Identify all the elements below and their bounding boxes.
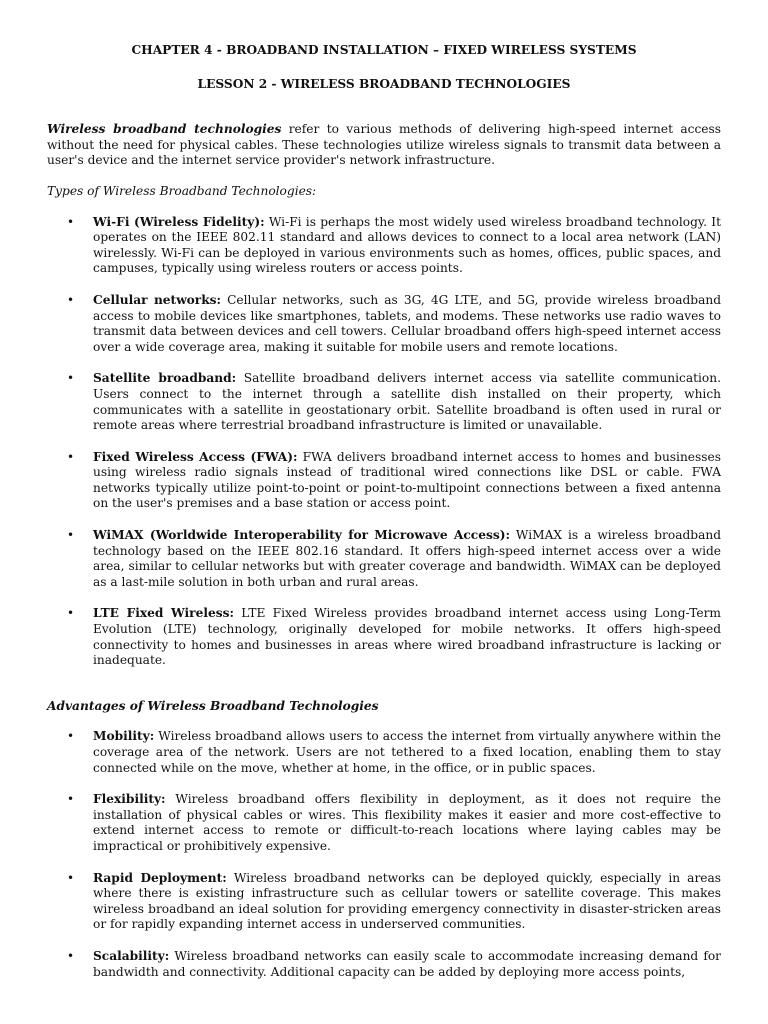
item-term: Rapid Deployment:	[93, 870, 227, 885]
chapter-title: CHAPTER 4 - BROADBAND INSTALLATION – FIXED WIRELESS SYSTEMS	[131, 43, 637, 57]
item-text: Wi-Fi is perhaps the most widely used wireless broadband technology. It operates on the IEEE 802.11 standard and allows devices to connect to a local area network (LAN) wirelessly. Wi-Fi can be deployed in various environments such as homes, offices, public spaces, and campuses, typically using wireless routers or access points.	[93, 214, 722, 276]
intro-paragraph	[47, 122, 721, 169]
list-item	[47, 871, 721, 933]
list-item	[47, 949, 721, 980]
item-term: Fixed Wireless Access (FWA):	[93, 449, 298, 464]
list-item	[47, 528, 721, 590]
bullet-icon: •	[67, 292, 75, 307]
item-text: Wireless broadband offers flexibility in deployment, as it does not require the installation of physical cables or wires. This flexibility makes it easier and more cost-effective to extend internet access to remote or difficult-to-reach locations where laying cables may be impractical or prohibitively expensive.	[93, 792, 721, 853]
list-item	[47, 606, 721, 668]
item-text: Satellite broadband delivers internet access via satellite communication. Users connect to the internet through a satellite dish installed on their property, which communicates with a satellite in geostationary orbit. Satellite broadband is often used in rural or remote areas where terrestrial broadband infrastructure is limited or unavailable.	[93, 371, 721, 433]
bullet-icon: •	[67, 729, 75, 744]
item-text: Wireless broadband networks can easily scale to accommodate increasing demand for bandwidth and connectivity. Additional capacity can be added by deploying more access points,	[93, 948, 721, 979]
intro-text: refer to various methods of delivering high-speed internet access without the need for physical cables. These technologies utilize wireless signals to transmit data between a user's device and the internet service provider's network infrastructure.	[47, 122, 721, 168]
bullet-icon: •	[67, 449, 75, 464]
list-item	[47, 293, 721, 355]
item-term: Flexibility:	[93, 792, 166, 807]
bullet-icon: •	[67, 792, 75, 807]
document-page	[47, 43, 721, 996]
item-term: WiMAX (Worldwide Interoperability for Microwave Access):	[93, 528, 510, 543]
item-term: Cellular networks:	[93, 292, 222, 307]
types-list	[47, 215, 721, 669]
item-text: LTE Fixed Wireless provides broadband internet access using Long-Term Evolution (LTE) technology, originally developed for mobile networks. It offers high-speed connectivity to homes and businesses in areas where wired broadband infrastructure is lacking or inadequate.	[93, 606, 721, 668]
list-item	[47, 371, 721, 433]
item-term: Wi-Fi (Wireless Fidelity):	[93, 214, 265, 229]
advantages-list	[47, 729, 721, 980]
bullet-icon: •	[67, 371, 75, 386]
list-item	[47, 729, 721, 776]
intro-term: Wireless broadband technologies	[47, 122, 282, 137]
types-heading: Types of Wireless Broadband Technologies:	[47, 183, 317, 198]
lesson-title: LESSON 2 - WIRELESS BROADBAND TECHNOLOGIES	[197, 76, 571, 91]
item-term: LTE Fixed Wireless:	[93, 606, 234, 621]
item-text: Wireless broadband allows users to access the internet from virtually anywhere within the coverage area of the network. Users are not tethered to a fixed location, enabling them to stay connected while on the move, whether at home, in the office, or in public spaces.	[93, 729, 721, 775]
item-term: Mobility:	[93, 729, 155, 744]
bullet-icon: •	[67, 948, 75, 963]
item-text: Wireless broadband networks can be deployed quickly, especially in areas where there is existing infrastructure such as cellular towers or satellite coverage. This makes wireless broadband an ideal solution for providing emergency connectivity in disaster-stricken areas or for rapidly expanding internet access in underserved communities.	[93, 870, 722, 932]
item-text: FWA delivers broadband internet access to homes and businesses using wireless radio signals instead of traditional wired connections like DSL or cable. FWA networks typically utilize point-to-point or point-to-multipoint connections between a fixed antenna on the user's premises and a base station or access point.	[93, 449, 721, 511]
advantages-heading: Advantages of Wireless Broadband Technologies	[47, 698, 379, 713]
bullet-icon: •	[67, 870, 75, 885]
list-item	[47, 450, 721, 512]
bullet-icon: •	[67, 528, 75, 543]
item-term: Scalability:	[93, 948, 170, 963]
list-item	[47, 215, 721, 277]
item-text: Cellular networks, such as 3G, 4G LTE, and 5G, provide wireless broadband access to mobile devices like smartphones, tablets, and modems. These networks use radio waves to transmit data between devices and cell towers. Cellular broadband offers high-speed internet access over a wide coverage area, making it suitable for mobile users and remote locations.	[93, 292, 722, 354]
item-term: Satellite broadband:	[93, 371, 237, 386]
item-text: WiMAX is a wireless broadband technology based on the IEEE 802.16 standard. It offers high-speed internet access over a wide area, similar to cellular networks but with greater coverage and bandwidth. WiMAX can be deployed as a last-mile solution in both urban and rural areas.	[93, 528, 721, 589]
bullet-icon: •	[67, 214, 75, 229]
bullet-icon: •	[67, 606, 75, 621]
list-item	[47, 792, 721, 854]
